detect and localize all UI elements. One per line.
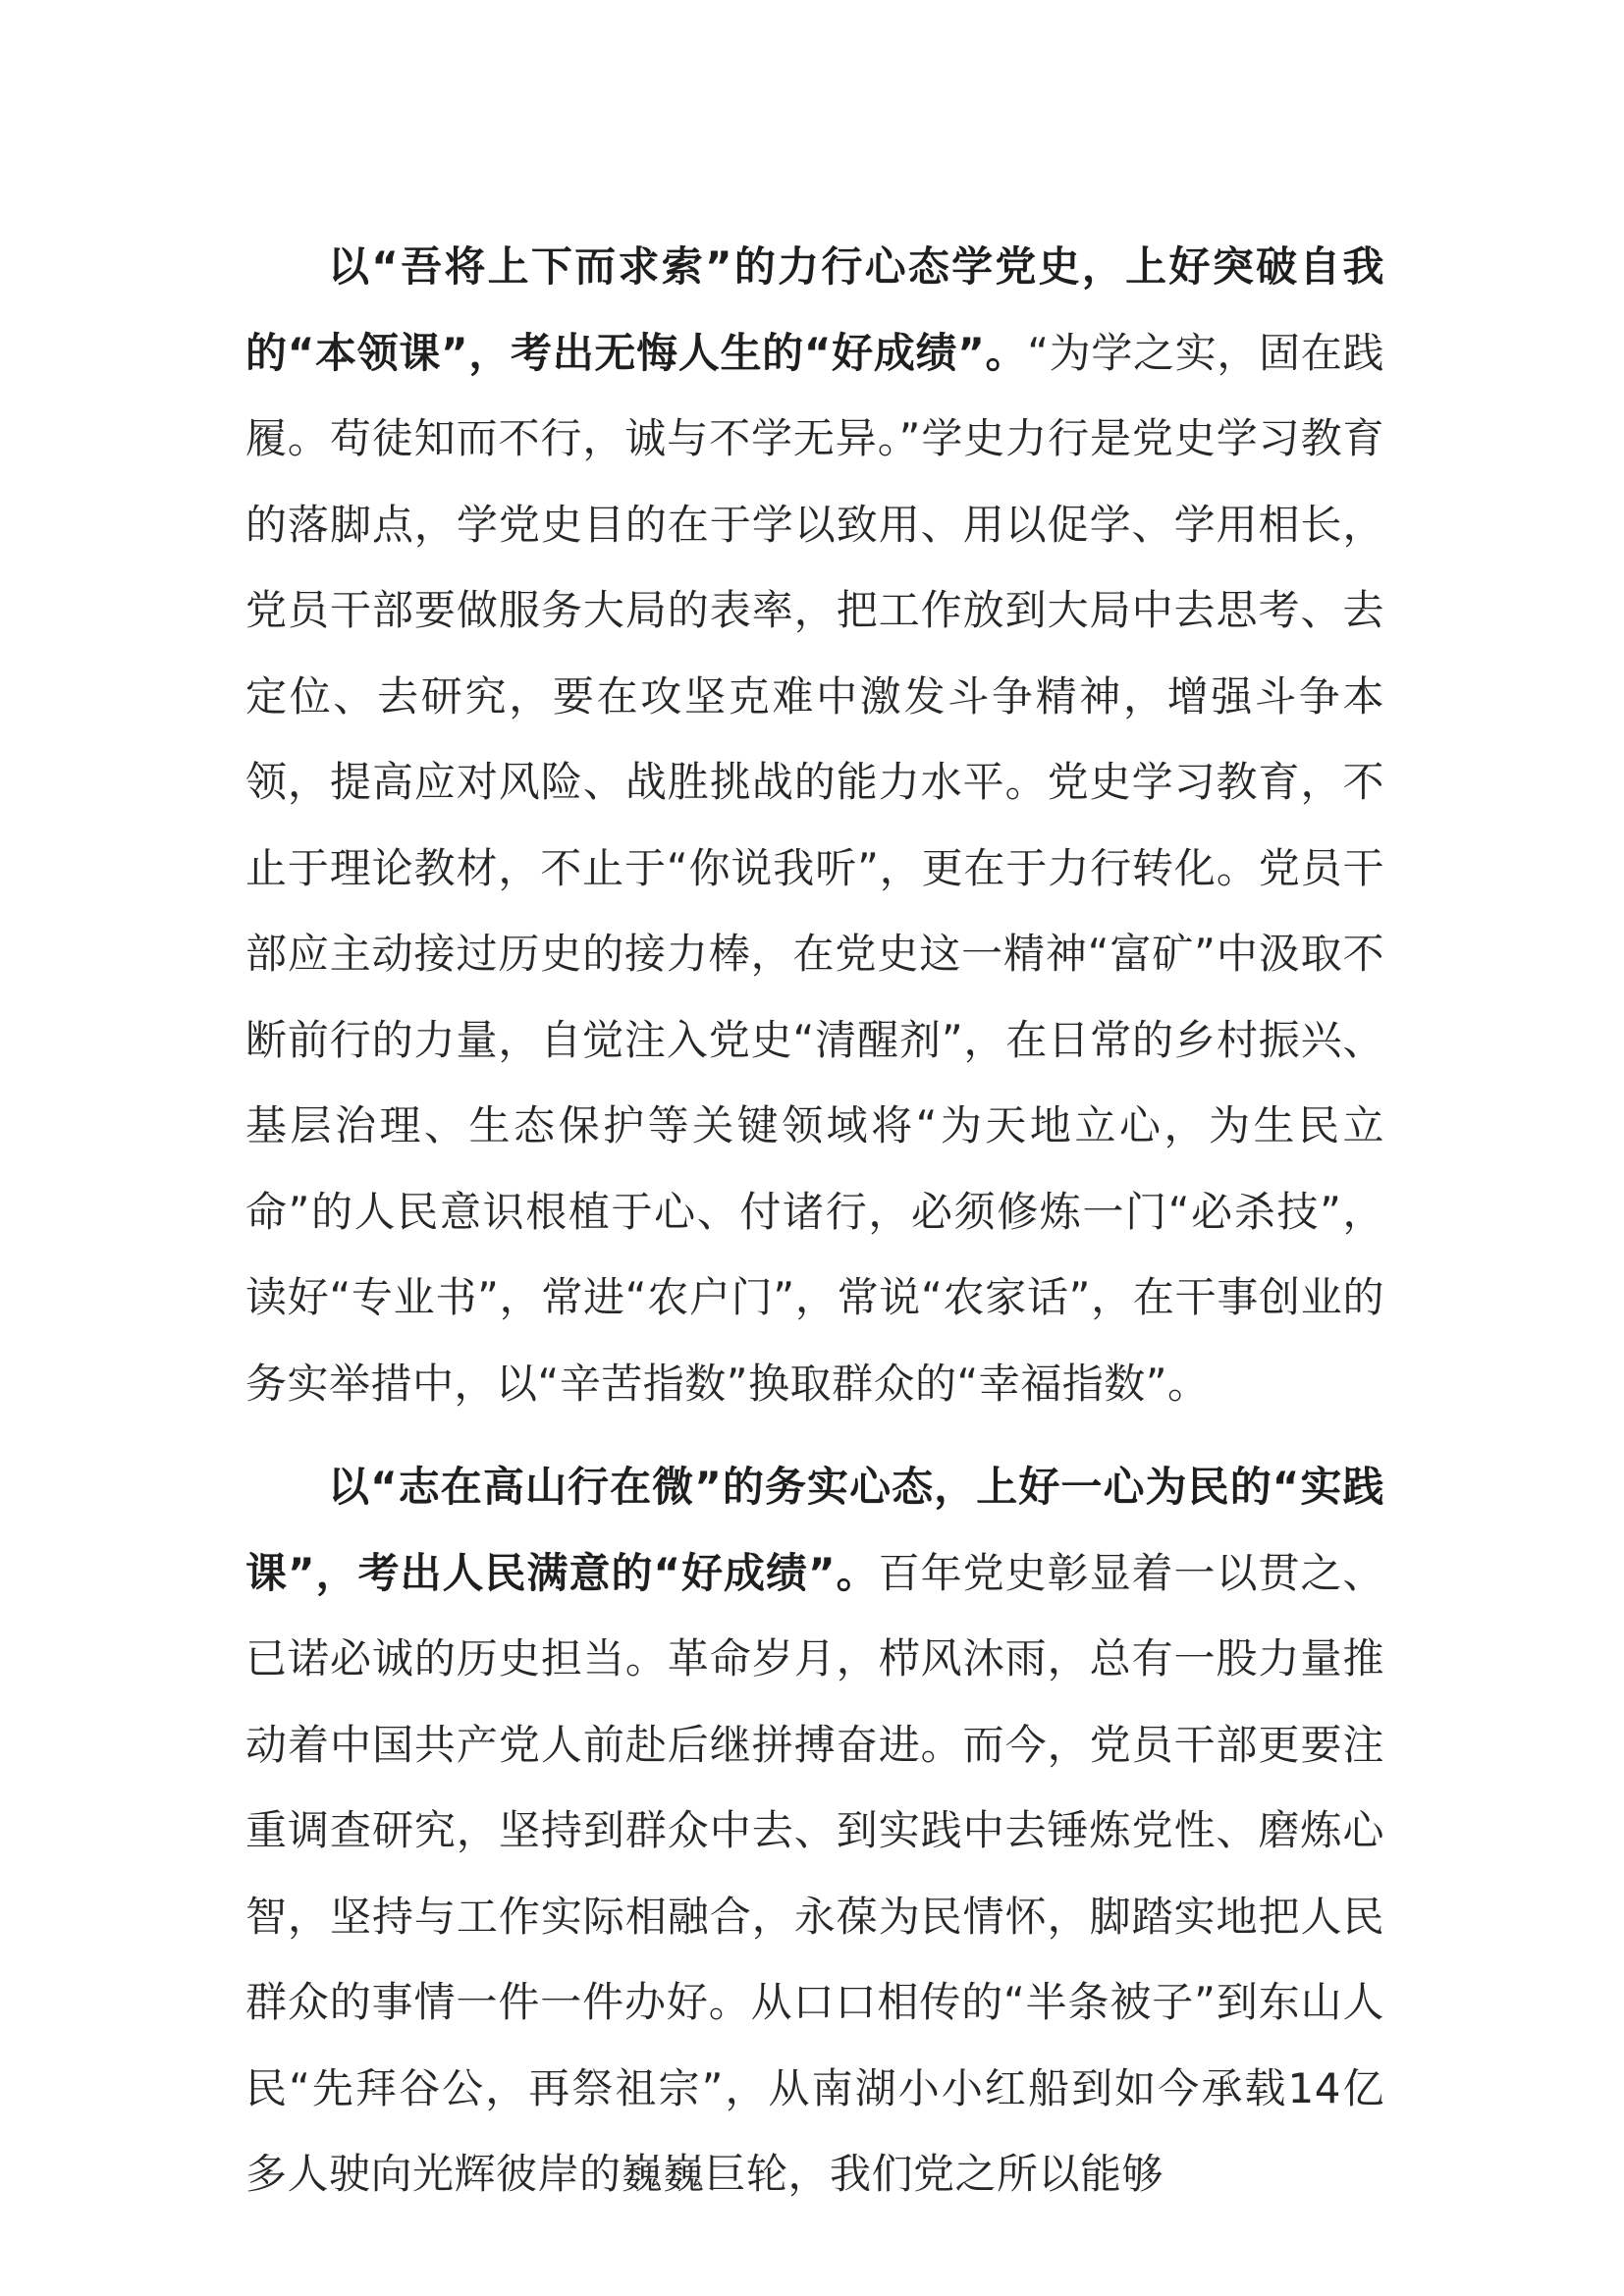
document-page: [245, 224, 1384, 2217]
paragraph-1: [245, 224, 1384, 1426]
paragraph-1-lead: 以“吾将上下而求索”的力行心态学党史，上好突破自我的“本领课”，考出无悔人生的“好成绩”。: [245, 242, 1384, 377]
paragraph-1-body: “为学之实，固在践履。苟徒知而不行，诚与不学无异。”学史力行是党史学习教育的落脚点，学党史目的在于学以致用、用以促学、学用相长，党员干部要做服务大局的表率，把工作放到大局中去思考、去定位、去研究，要在攻坚克难中激发斗争精神，增强斗争本领，提高应对风险、战胜挑战的能力水平。党史学习教育，不止于理论教材，不止于“你说我听”，更在于力行转化。党员干部应主动接过历史的接力棒，在党史这一精神“富矿”中汲取不断前行的力量，自觉注入党史“清醒剂”，在日常的乡村振兴、基层治理、生态保护等关键领域将“为天地立心，为生民立命”的人民意识根植于心、付诸行，必须修炼一门“必杀技”，读好“专业书”，常进“农户门”，常说“农家话”，在干事创业的务实举措中，以“辛苦指数”换取群众的“幸福指数”。: [245, 328, 1384, 1408]
paragraph-2-body: 百年党史彰显着一以贯之、已诺必诚的历史担当。革命岁月，栉风沐雨，总有一股力量推动着中国共产党人前赴后继拼搏奋进。而今，党员干部更要注重调查研究，坚持到群众中去、到实践中去锤炼党性、磨炼心智，坚持与工作实际相融合，永葆为民情怀，脚踏实地把人民群众的事情一件一件办好。从口口相传的“半条被子”到东山人民“先拜谷公，再祭祖宗”，从南湖小小红船到如今承载14亿多人驶向光辉彼岸的巍巍巨轮，我们党之所以能够: [245, 1548, 1384, 2198]
paragraph-2-lead: 以“志在高山行在微”的务实心态，上好一心为民的“实践课”，考出人民满意的“好成绩”。: [245, 1463, 1384, 1597]
paragraph-2: [245, 1444, 1384, 2217]
